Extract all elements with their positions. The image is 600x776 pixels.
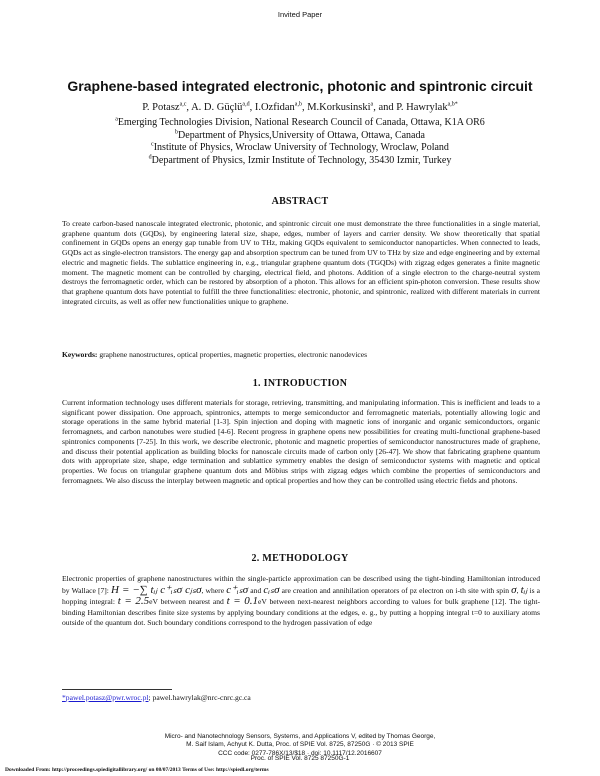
author-affil-mark: a,b* xyxy=(447,101,458,108)
methodology-sentence: are creation and annihilation operators of pz electron on i-th site with spin xyxy=(281,585,510,595)
spin-symbol: σ xyxy=(511,583,517,596)
creation-operator: c⁺ᵢₛσ xyxy=(226,583,249,596)
affil-text: Emerging Technologies Division, National Research Council of Canada, Ottawa, K1A OR6 xyxy=(117,117,485,128)
email-link-potasz[interactable]: pawel.potasz@pwr.wroc.pl xyxy=(65,693,149,702)
methodology-sentence: eV between next-nearest neighbors according to values for bulk graphene [12]. The tight-binding Hamiltonian describes finite size systems by applying boundary conditions at the edges, e. g., by putting a hopping integral t=0 to auxiliary atoms outside of the quantum dot. Such boundary conditions correspond to the hydrogen passivation of edge xyxy=(62,597,541,628)
affiliation xyxy=(0,130,600,143)
pubinfo-line: CCC code: 0277-786X/13/$18 · doi: 10.1117/12.2016607 xyxy=(218,749,382,757)
abstract-heading: ABSTRACT xyxy=(271,196,329,207)
author-name: I.Ozfidan xyxy=(254,102,295,113)
hamiltonian-equation: H = −∑ tᵢⱼ c⁺ᵢₛσ cⱼₛσ xyxy=(111,583,202,596)
pubinfo-line: Micro- and Nanotechnology Sensors, Systems, and Applications V, edited by Thomas George, xyxy=(164,733,436,740)
methodology-sentence: is a hopping integral: xyxy=(62,585,541,607)
section-heading-introduction: 1. INTRODUCTION xyxy=(252,378,348,389)
abstract-text: To create carbon-based nanoscale integrated electronic, photonic, and spintronic circuit one must demonstrate the three functionalities in a single material, graphene quantum dots (GQDs), by engineering lateral size, shape, edges, number of layers and carrier density. We show theoretically that spatial confinement in GQDs opens an energy gap tunable from UV to THz, making GQDs equivalent to semiconductor nanoparticles. When connected to leads, GQDs act as single-electron transistors. The energy gap and absorption spectrum can be tuned from UV to THz by size and edge engineering and by external electric and magnetic fields. The sublattice engineering in, e.g., triangular graphene quantum dots (TGQDs) with zigzag edges generates a finite magnetic moment. The magnetic moment can be controlled by charging, electrical field, and photons. Addition of a single electron to the charge-neutral system destroys the ferromagnetic order, which can be restored by absorption of a photon. This allows for an efficient spin-photon conversion. These results show that graphene quantum dots have potential to fulfill the three functionalities: electronic, photonic, and spintronic, realized with different materials in current integrated circuits, as well as offer new functionalities unique to graphene. xyxy=(62,219,540,306)
author-sep: , xyxy=(249,102,255,113)
hopping-symbol: tᵢⱼ xyxy=(520,583,528,596)
methodology-sentence: , where xyxy=(201,585,225,595)
affil-text: Department of Physics,University of Ottawa, Ottawa, Canada xyxy=(178,129,425,141)
author-name: P. Potasz xyxy=(142,102,180,113)
affil-text: Institute of Physics, Wroclaw University of Technology, Wroclaw, Poland xyxy=(153,142,449,154)
pubinfo-line: M. Saif Islam, Achyut K. Dutta, Proc. of SPIE Vol. 8725, 87250G · © 2013 SPIE xyxy=(186,741,414,749)
section-heading-methodology: 2. METHODOLOGY xyxy=(251,553,349,564)
author-name: P. Hawrylak xyxy=(396,102,448,113)
footnote-sep: ; xyxy=(148,693,153,702)
download-notice: Downloaded From: http://proceedings.spiedigitallibrary.org/ on 08/07/2013 Terms of Use: http://spiedl.org/terms xyxy=(5,767,269,773)
hopping-nn-value: t = 2.5 xyxy=(117,595,150,608)
affil-mark: c xyxy=(151,141,154,148)
author-list xyxy=(0,102,600,113)
author-sep: , xyxy=(301,102,308,113)
affiliation xyxy=(0,155,600,168)
methodology-sentence: and xyxy=(250,585,262,595)
author-affil-mark: a,b xyxy=(294,101,302,108)
author-name: M.Korkusinski xyxy=(307,102,371,113)
footnote-mark: * xyxy=(62,693,66,702)
methodology-sentence: eV between nearest and xyxy=(149,597,224,607)
paper-title: Graphene-based integrated electronic, photonic and spintronic circuit xyxy=(67,78,533,94)
methodology-text xyxy=(62,574,540,629)
methodology-sentence: Electronic properties of graphene nanostructures within the single-particle approximation can be described using the tight-binding Hamiltonian introduced by Wallace [7]: xyxy=(62,574,540,595)
author-name: A. D. Güçlü xyxy=(191,102,243,113)
affil-text: Department of Physics, Izmir Institute of Technology, 35430 Izmir, Turkey xyxy=(151,154,452,166)
author-affil-mark: a xyxy=(370,101,374,108)
author-affil-mark: a,d xyxy=(242,101,250,108)
email-hawrylak: pawel.hawrylak@nrc-cnrc.gc.ca xyxy=(152,693,251,702)
keywords-text: graphene nanostructures, optical properties, magnetic properties, electronic nanodevices xyxy=(99,350,368,359)
author-affil-mark: a,c xyxy=(179,101,187,108)
methodology-sentence: , xyxy=(516,585,519,595)
annihilation-operator: cᵢₛσ xyxy=(263,583,280,596)
affiliation xyxy=(0,142,600,155)
introduction-text: Current information technology uses different materials for storage, retrieving, transmitting, and manipulating information. This is inefficient and leads to a significant power dissipation. One approach, spintronics, attempts to merge semiconductor and ferromagnetic materials, potentially allowing logic and storage operations in the same hybrid material [1-3]. Spin injection and doping with magnetic ions of inorganic and organic semiconductors, organic ferromagnets, and carbon nanotubes were studied [4-6]. Recent progress in graphene opens new possibilities for creating multi-functional graphene-based spintronics components [7-25]. In this work, we describe electronic, photonic and magnetic properties of semiconductor nanostructures made of graphene, and discuss their potential application as building blocks for nanoscale circuits made of carbon only [26-47]. We show that fabricating graphene quantum dots with appropriate size, shape, edge termination and sublattice symmetry enables the design of semiconductor systems with magnetic and optical properties. We focus on triangular graphene quantum dots and Möbius strips with zigzag edges which combine the properties of semiconductors and ferromagnets. We also discuss the interplay between magnetic and optical properties and how they can be controlled using electric fields and photons. xyxy=(62,398,540,485)
footnote-divider xyxy=(62,689,172,690)
keywords xyxy=(62,350,540,359)
keywords-label: Keywords: xyxy=(62,350,98,359)
invited-paper-label: Invited Paper xyxy=(277,10,323,19)
hopping-nnn-value: t = 0.1 xyxy=(226,595,258,608)
page-footer: Proc. of SPIE Vol. 8725 87250G-1 xyxy=(250,755,350,762)
author-sep: , and xyxy=(373,102,397,113)
affil-mark: a xyxy=(115,116,118,123)
affil-mark: b xyxy=(175,129,179,136)
affiliation-list xyxy=(0,117,600,167)
affiliation xyxy=(0,117,600,130)
footnote xyxy=(62,693,251,702)
affil-mark: d xyxy=(148,154,152,161)
author-sep: , xyxy=(186,102,192,113)
